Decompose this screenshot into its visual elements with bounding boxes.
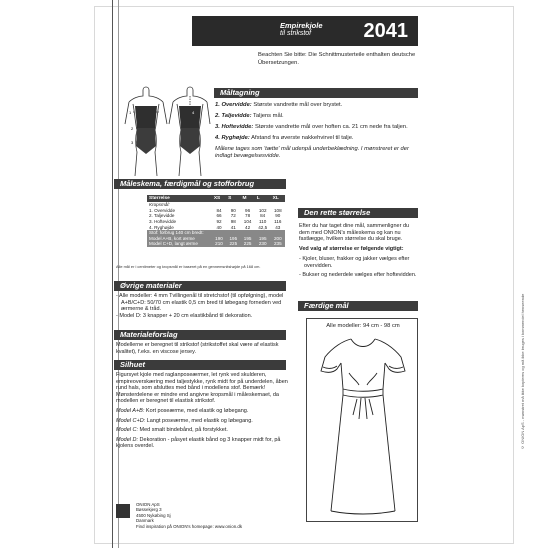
materials-item: - Model D: 3 knapper + 20 cm elastikbånd til dekoration. <box>116 312 253 319</box>
svg-text:3: 3 <box>131 140 134 145</box>
size-guide <box>299 223 419 279</box>
silhouette-text: Figursyet kjole med raglanposeærmer, let rynk ved skulderen, empireoverskæring med taljestykke, rynk midt for på underdelen, åben rund hals, som afsluttes med bånd i modellens stof. Bemærk! Mønsterdelene er mindre end angivne kropsmål i måleskemaet, da modellen er beregnet til elastisk strikstof. <box>116 372 288 405</box>
model-item: Model C: Med smalt bindebånd, på forstykket. <box>116 427 228 434</box>
footer-address <box>136 502 306 529</box>
german-note: Beachten Sie bitte: Die Schnittmusterteile enthalten deutsche Übersetzungen. <box>258 52 416 66</box>
table-row: 3. Hoftevidde 92 98 104 110 116 <box>149 219 282 225</box>
finished-measurements-caption: Alle modeller: 94 cm - 98 cm <box>326 323 400 329</box>
table-row: Model C+D, langt ærme 210 225 225 230 235 <box>147 241 285 247</box>
table-row: Model A+B, kort ærme 190 195 195 195 200 <box>147 236 285 242</box>
materials-item: - Alle modeller: 4 mm Tvillingenål til stretchstof (til opfølgning), model A+B/C+D: 50/70 cm elastik 0,5 cm bred til løbegang forneden ved ærmerne & tråd. <box>116 293 284 313</box>
pattern-title: Empirekjole <box>280 21 323 30</box>
svg-text:1: 1 <box>129 110 132 115</box>
fold-line-secondary <box>118 0 119 548</box>
svg-text:4: 4 <box>192 110 195 115</box>
table-note: Alle mål er i centimeter og kropsmål er baseret på en gennemsnitshøjde på 168 cm. <box>116 264 261 269</box>
footer-line: Find inspiration på ONION's homepage: www.onion.dk <box>136 523 243 529</box>
pattern-number: 2041 <box>363 20 408 42</box>
measurement-item: 3. Hoftevidde: Største vandrette mål over hoften ca. 21 cm nede fra taljen. <box>215 124 408 130</box>
size-table-wrap <box>147 195 285 247</box>
model-item: Model D: Dekoration - påsyet elastik bånd og 3 knapper midt for, på kjolens overdel. <box>116 436 281 450</box>
footer-line: 4500 Nykøbing Sj <box>136 512 171 518</box>
size-col-header: L <box>255 195 271 202</box>
materials-suggestion: Modellerne er beregnet til strikstof (strikstoffet skal være af elastisk kvalitet), f.eks. en viscose jersey. <box>116 342 279 355</box>
size-col-header: S <box>226 195 240 202</box>
size-col-header: XS <box>212 195 226 202</box>
table-row: 2. Taljevidde 66 72 78 84 90 <box>149 213 281 219</box>
dress-drawing <box>307 319 419 523</box>
size-guide-item: - Bukser og nederdele vælges efter hoftevidden. <box>299 272 417 279</box>
size-col-header: M <box>240 195 254 202</box>
materials-list <box>116 293 288 319</box>
fold-line <box>112 0 113 548</box>
section-bar-oevrige-materialer: Øvrige materialer <box>114 281 286 291</box>
section-bar-maaltagning: Måltagning <box>214 88 418 98</box>
copyright-side-text: © ONION ApS - mønstret må ikke kopieres og må ikke bruges i kommerciel henseende <box>520 293 525 450</box>
section-bar-rette-stoerrelse: Den rette størrelse <box>298 208 418 218</box>
finished-measurements-box <box>306 318 418 522</box>
section-bar-silhuet: Silhuet <box>114 360 286 370</box>
section-bar-faerdige-maal: Færdige mål <box>298 301 418 311</box>
table-row: 1. Overvidde 84 90 96 102 108 <box>149 207 282 213</box>
measurement-footnote: Målene tages som 'tætte' mål udenpå underbeklædning. I mønstreret er der indlagt bevægelsesvidde. <box>215 146 409 160</box>
size-table <box>147 195 285 247</box>
footer-line: Danmark <box>136 518 154 524</box>
body-measurement-figures <box>119 84 211 178</box>
measurement-item: 2. Taljevidde: Taljens mål. <box>215 113 284 119</box>
measurement-item: 1. Overvidde: Største vandrette mål over brystet. <box>215 102 343 108</box>
size-col-header: Størrelse <box>147 195 212 202</box>
silhouette-description <box>116 372 288 453</box>
size-col-header: XL <box>271 195 285 202</box>
model-item: Model A+B: Kort poseærme, med elastik og løbegang. <box>116 407 249 414</box>
measurement-item: 4. Ryghøjde: Afstand fra øverste nakkehvirvel til talje. <box>215 135 354 141</box>
section-bar-materialeforslag: Materialeforslag <box>114 330 286 340</box>
table-subheading: Kropsmål: <box>149 202 170 208</box>
header-bar <box>192 16 418 46</box>
section-bar-maaleskema: Måleskema, færdigmål og stofforbrug <box>114 179 286 189</box>
fabric-heading: Stof: forbrug 140 cm bredt: <box>147 230 285 236</box>
table-row: 4. Ryghøjde 40 41 42 42,5 43 <box>149 224 281 230</box>
svg-text:2: 2 <box>131 126 134 131</box>
size-guide-item: - Kjoler, bluser, frakker og jakker vælges efter overvidden. <box>299 255 410 269</box>
pattern-subtitle: til strikstof <box>280 30 312 37</box>
onion-logo <box>116 504 130 518</box>
size-guide-intro: Efter du har taget dine mål, sammenligner du dem med ONION's måleskema og kan nu fastlægge, hvilken størrelse du skal bruge. <box>299 223 410 243</box>
footer-line: Bøssekjerg 3 <box>136 507 162 513</box>
footer-line: ONION ApS <box>136 502 160 507</box>
model-item: Model C+D: Langt poseærme, med elastik og løbegang. <box>116 417 253 424</box>
measurement-list <box>215 102 420 161</box>
size-guide-rule: Ved valg af størrelse er følgende vigtigt: <box>299 246 404 253</box>
